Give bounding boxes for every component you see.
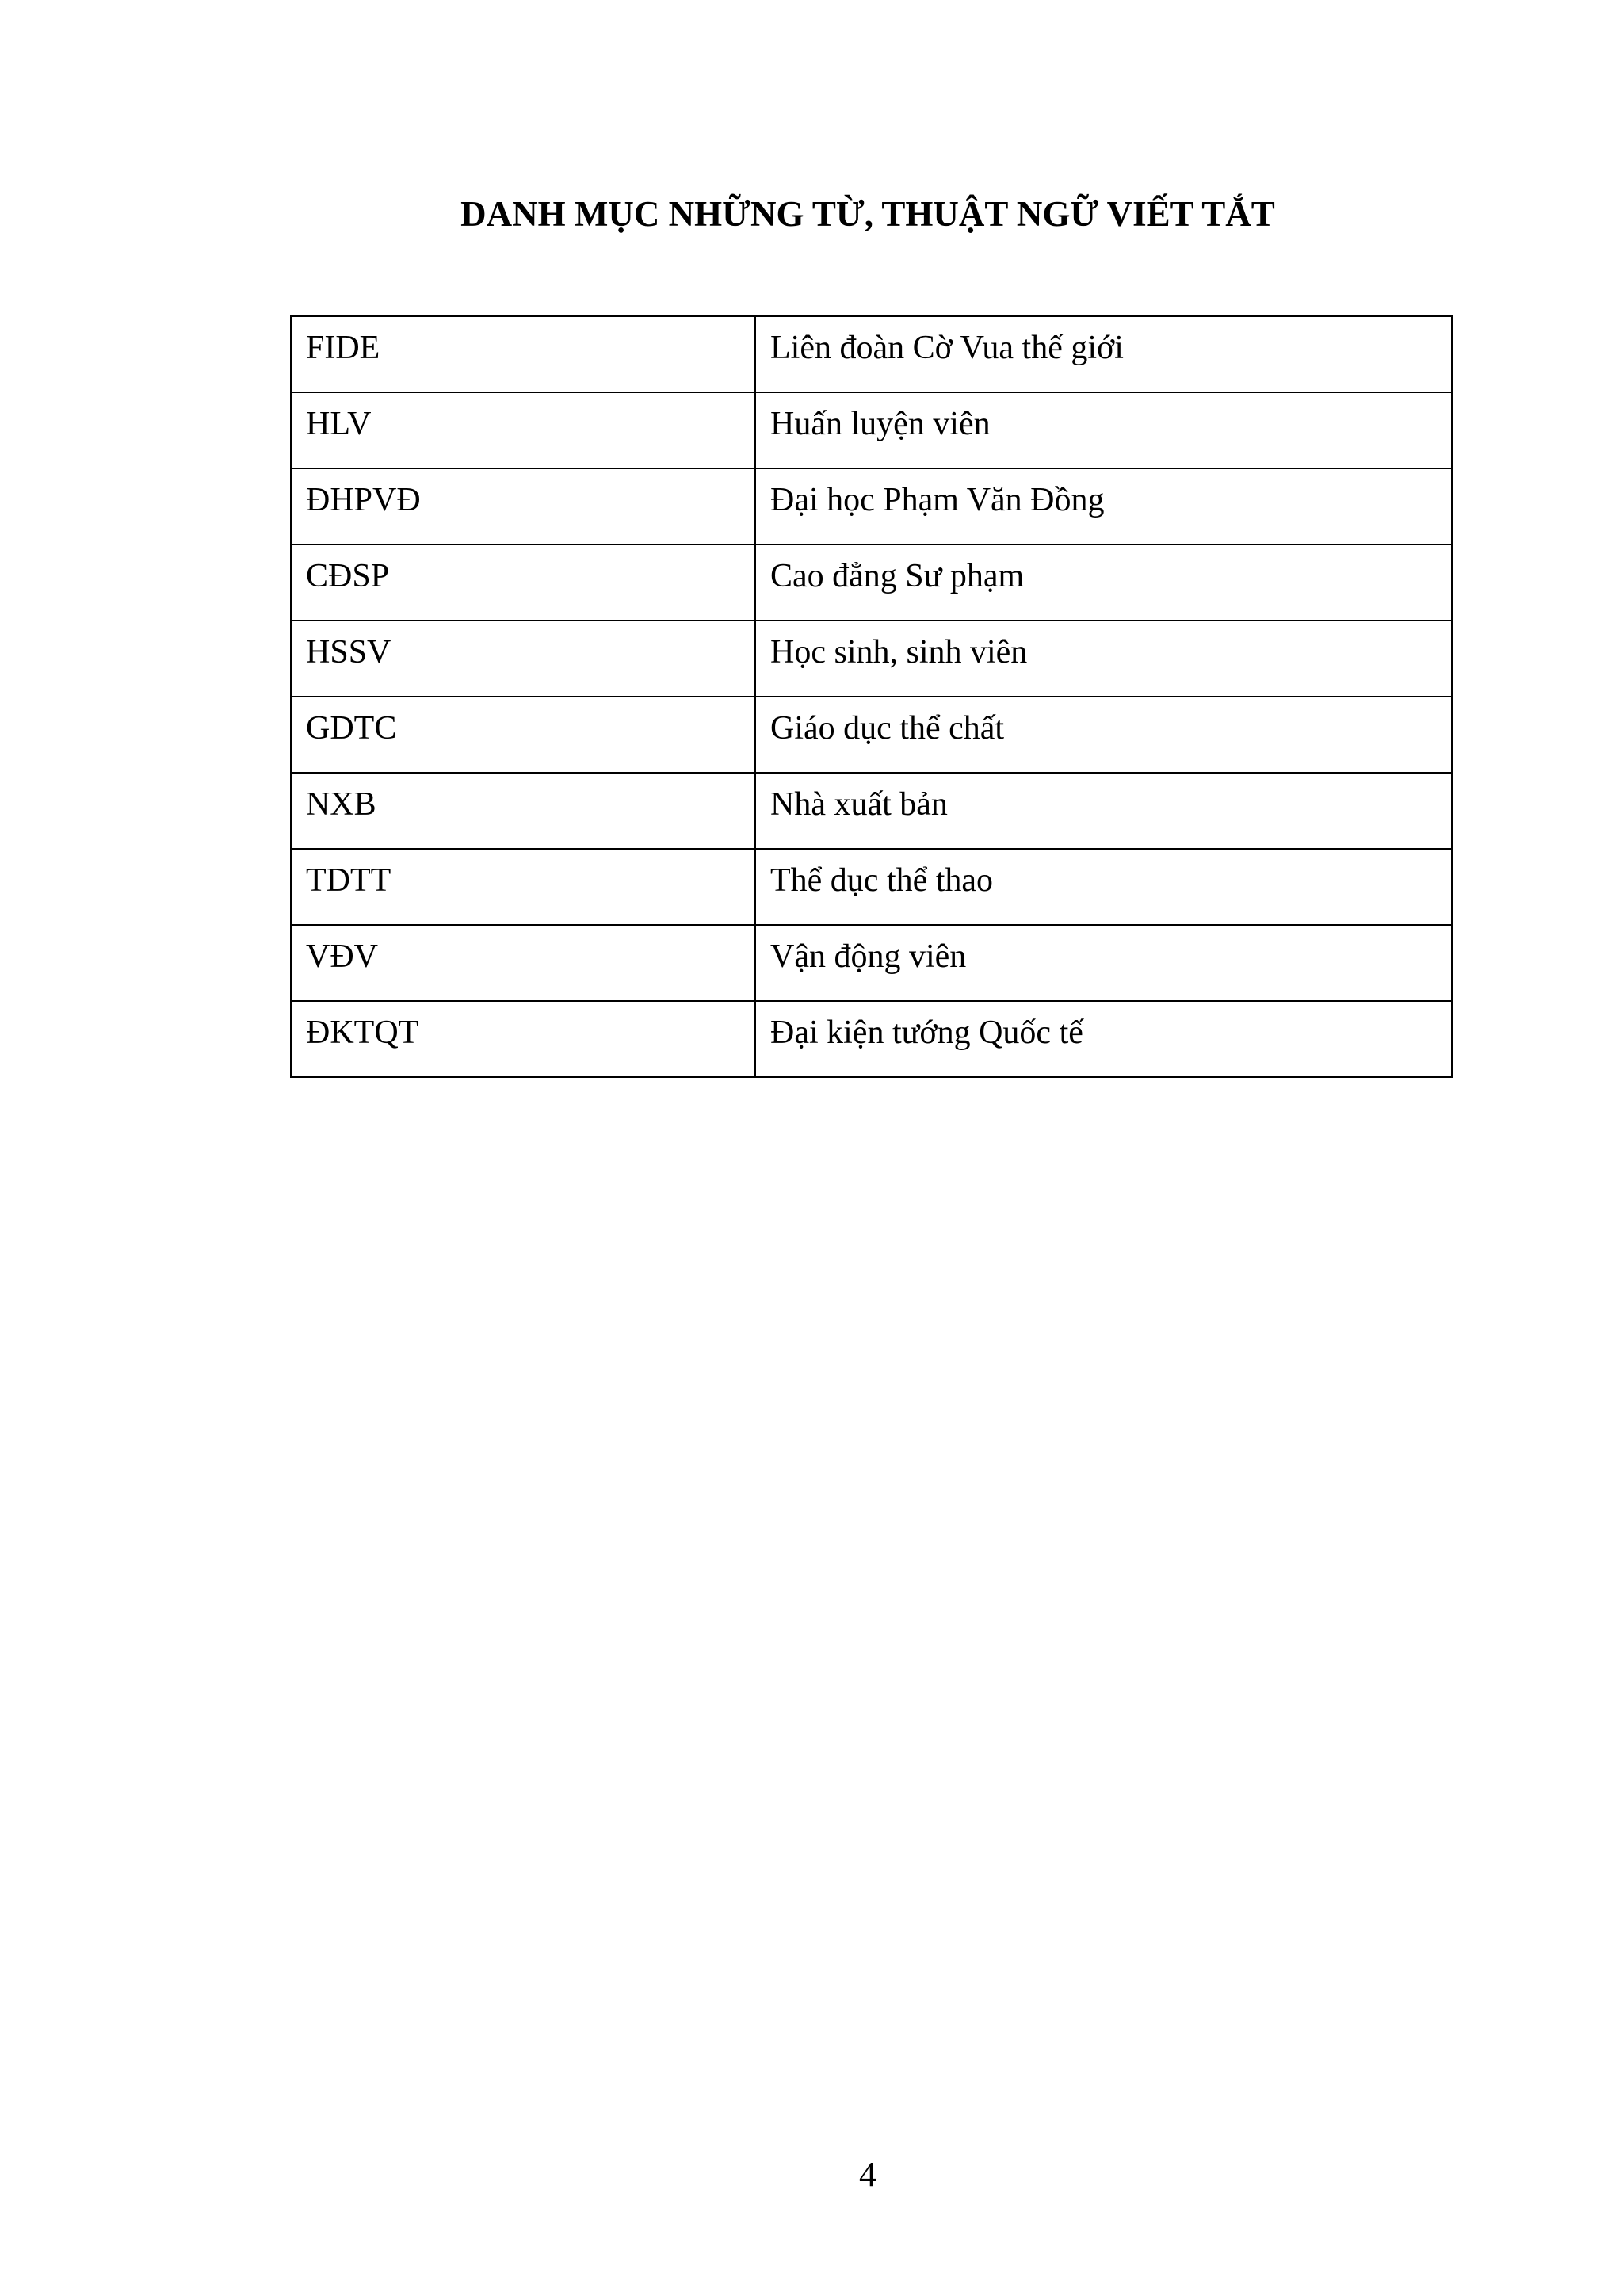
- table-row: [291, 849, 1452, 925]
- table-row: [291, 697, 1452, 773]
- meaning-cell: Thể dục thể thao: [755, 849, 1452, 925]
- meaning-cell: Giáo dục thể chất: [755, 697, 1452, 773]
- abbreviation-cell: ĐKTQT: [291, 1001, 755, 1077]
- table-row: [291, 925, 1452, 1001]
- meaning-cell: Huấn luyện viên: [755, 392, 1452, 468]
- table-row: [291, 468, 1452, 544]
- meaning-cell: Đại học Phạm Văn Đồng: [755, 468, 1452, 544]
- abbreviation-cell: NXB: [291, 773, 755, 849]
- table-row: [291, 544, 1452, 621]
- table-row: [291, 316, 1452, 392]
- table-row: [291, 1001, 1452, 1077]
- meaning-cell: Đại kiện tướng Quốc tế: [755, 1001, 1452, 1077]
- abbreviation-table: [290, 315, 1453, 1078]
- abbreviation-cell: TDTT: [291, 849, 755, 925]
- page-title: DANH MỤC NHỮNG TỪ, THUẬT NGỮ VIẾT TẮT: [460, 194, 1275, 234]
- meaning-cell: Vận động viên: [755, 925, 1452, 1001]
- table-row: [291, 621, 1452, 697]
- abbreviation-cell: ĐHPVĐ: [291, 468, 755, 544]
- meaning-cell: Cao đẳng Sư phạm: [755, 544, 1452, 621]
- abbreviation-cell: GDTC: [291, 697, 755, 773]
- meaning-cell: Nhà xuất bản: [755, 773, 1452, 849]
- abbreviation-cell: HSSV: [291, 621, 755, 697]
- table-row: [291, 773, 1452, 849]
- meaning-cell: Liên đoàn Cờ Vua thế giới: [755, 316, 1452, 392]
- page-number: 4: [859, 2155, 876, 2194]
- table-row: [291, 392, 1452, 468]
- abbreviation-cell: FIDE: [291, 316, 755, 392]
- abbreviation-cell: CĐSP: [291, 544, 755, 621]
- abbreviation-cell: VĐV: [291, 925, 755, 1001]
- meaning-cell: Học sinh, sinh viên: [755, 621, 1452, 697]
- abbreviation-cell: HLV: [291, 392, 755, 468]
